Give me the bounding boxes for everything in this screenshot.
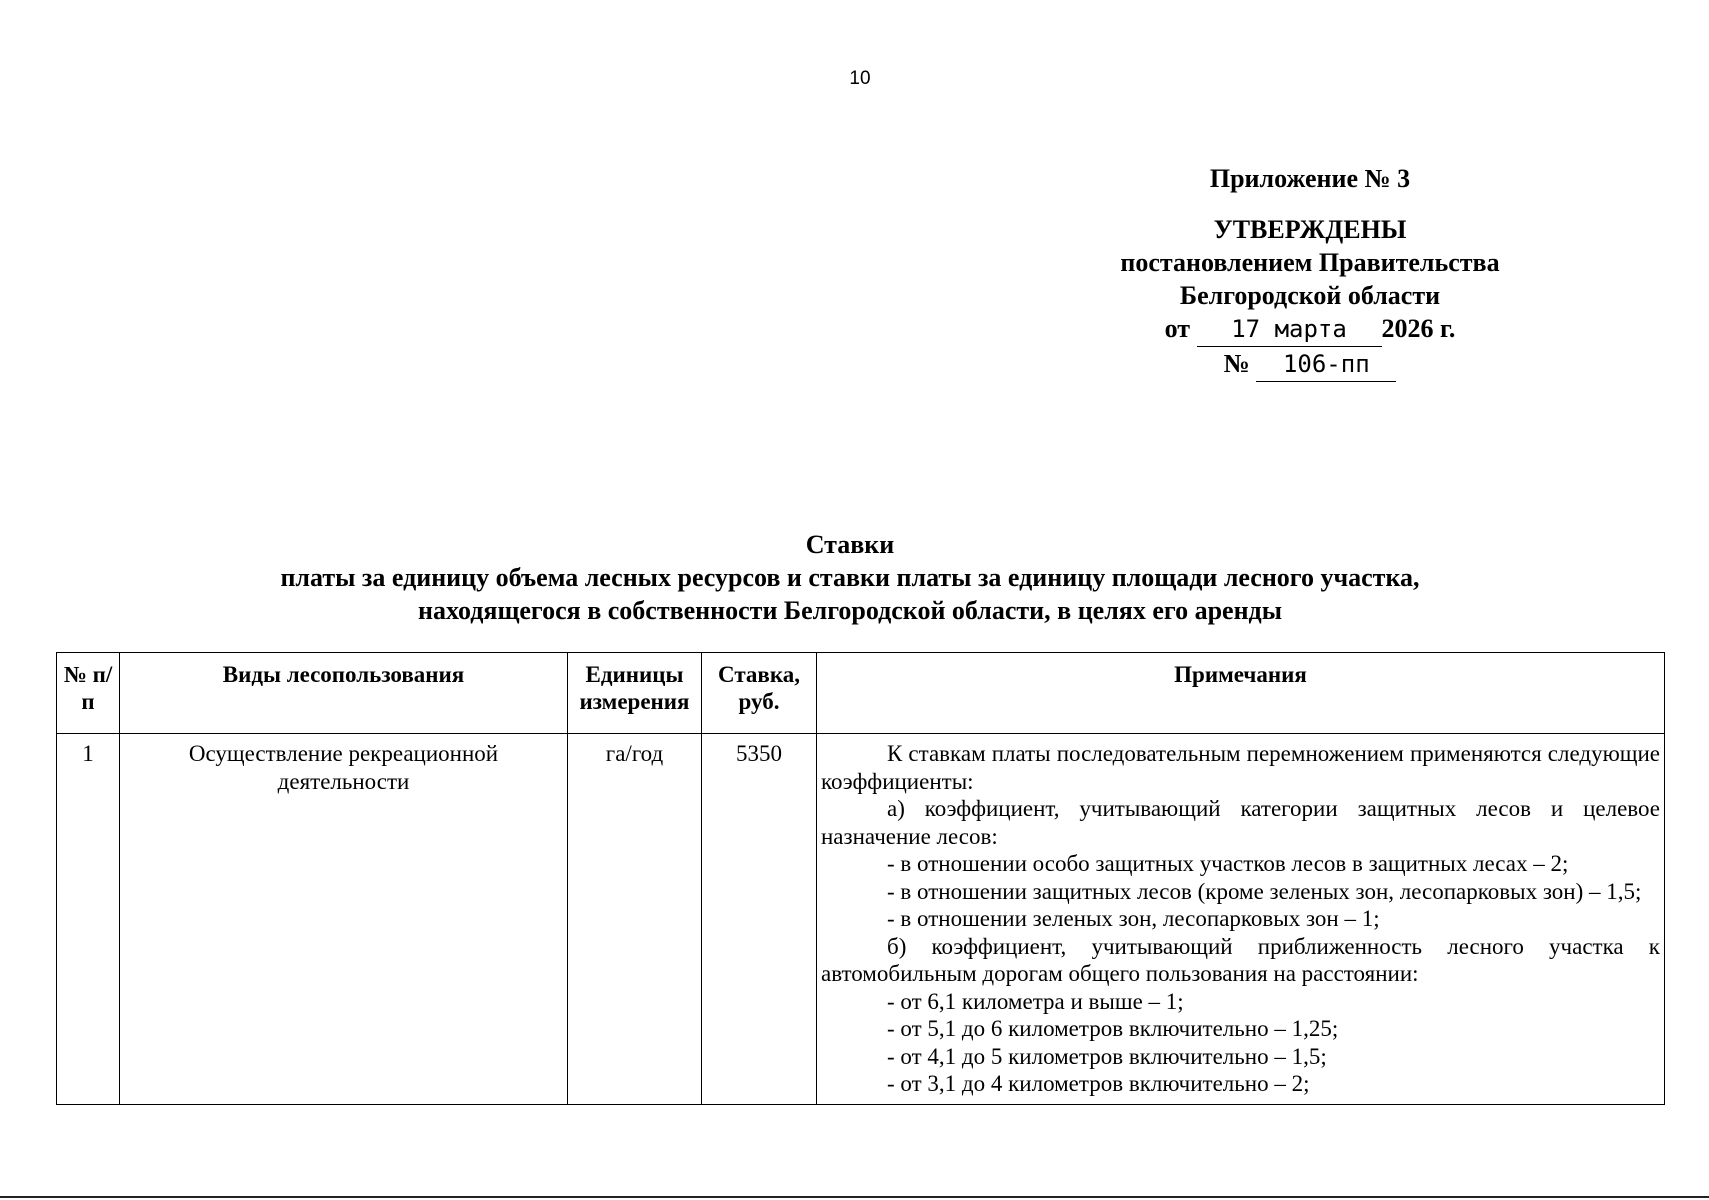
date-field: 17 марта [1197, 313, 1382, 347]
note-line: - в отношении особо защитных участков лесов в защитных лесах – 2; [887, 851, 1569, 876]
header-notes: Примечания [817, 653, 1665, 734]
header-unit: Единицы измерения [568, 653, 702, 734]
appendix-label: Приложение № 3 [1209, 164, 1411, 193]
number-prefix: № [1223, 349, 1250, 378]
approval-date-line [1080, 312, 1540, 347]
document-title [150, 528, 1550, 627]
note-line: - от 5,1 до 6 километров включительно – 1,25; [887, 1016, 1339, 1041]
note-line: а) коэффициент, учитывающий категории защитных лесов и целевое назначение лесов: [821, 796, 1660, 849]
approval-block [1080, 162, 1540, 382]
note-line: - от 6,1 километра и выше – 1; [887, 988, 1184, 1014]
note-line: б) коэффициент, учитывающий приближенность лесного участка к автомобильным дорогам общего пользования на расстоянии: [821, 933, 1660, 986]
row-kind: Осуществление рекреационной деятельности [120, 734, 568, 1105]
note-line: - от 4,1 до 5 километров включительно – 1,5; [887, 1043, 1327, 1069]
row-rate: 5350 [702, 734, 817, 1105]
title-line-2: платы за единицу объема лесных ресурсов и ставки платы за единицу площади лесного участка, [280, 563, 1420, 592]
approved-by-line-2: Белгородской области [1179, 281, 1441, 310]
page-bottom-edge [0, 1196, 1709, 1198]
number-field: 106-пп [1256, 348, 1396, 382]
note-line: - в отношении защитных лесов (кроме зеленых зон, лесопарковых зон) – 1,5; [887, 878, 1642, 904]
note-line: К ставкам платы последовательным перемножением применяются следующие коэффициенты: [821, 741, 1660, 794]
rates-table [56, 652, 1665, 1105]
approval-number-line [1080, 347, 1540, 382]
header-rate: Ставка, руб. [702, 653, 817, 734]
note-line: - в отношении зеленых зон, лесопарковых зон – 1; [887, 906, 1380, 931]
title-line-3: находящегося в собственности Белгородской области, в целях его аренды [417, 596, 1283, 625]
approved-label: УТВЕРЖДЕНЫ [1213, 215, 1407, 244]
table-header-row [57, 653, 1665, 734]
note-line: - от 3,1 до 4 километров включительно – 2; [887, 1071, 1310, 1096]
approved-by-line-1: постановлением Правительства [1120, 248, 1500, 277]
header-num: № п/п [57, 653, 120, 734]
page-number: 10 [849, 68, 871, 89]
date-suffix: 2026 г. [1381, 314, 1456, 343]
title-line-1: Ставки [805, 530, 895, 559]
table-row [57, 734, 1665, 1105]
row-num: 1 [57, 734, 120, 1105]
header-kind: Виды лесопользования [120, 653, 568, 734]
date-prefix: от [1164, 314, 1191, 343]
row-notes [817, 734, 1665, 1105]
row-unit: га/год [568, 734, 702, 1105]
